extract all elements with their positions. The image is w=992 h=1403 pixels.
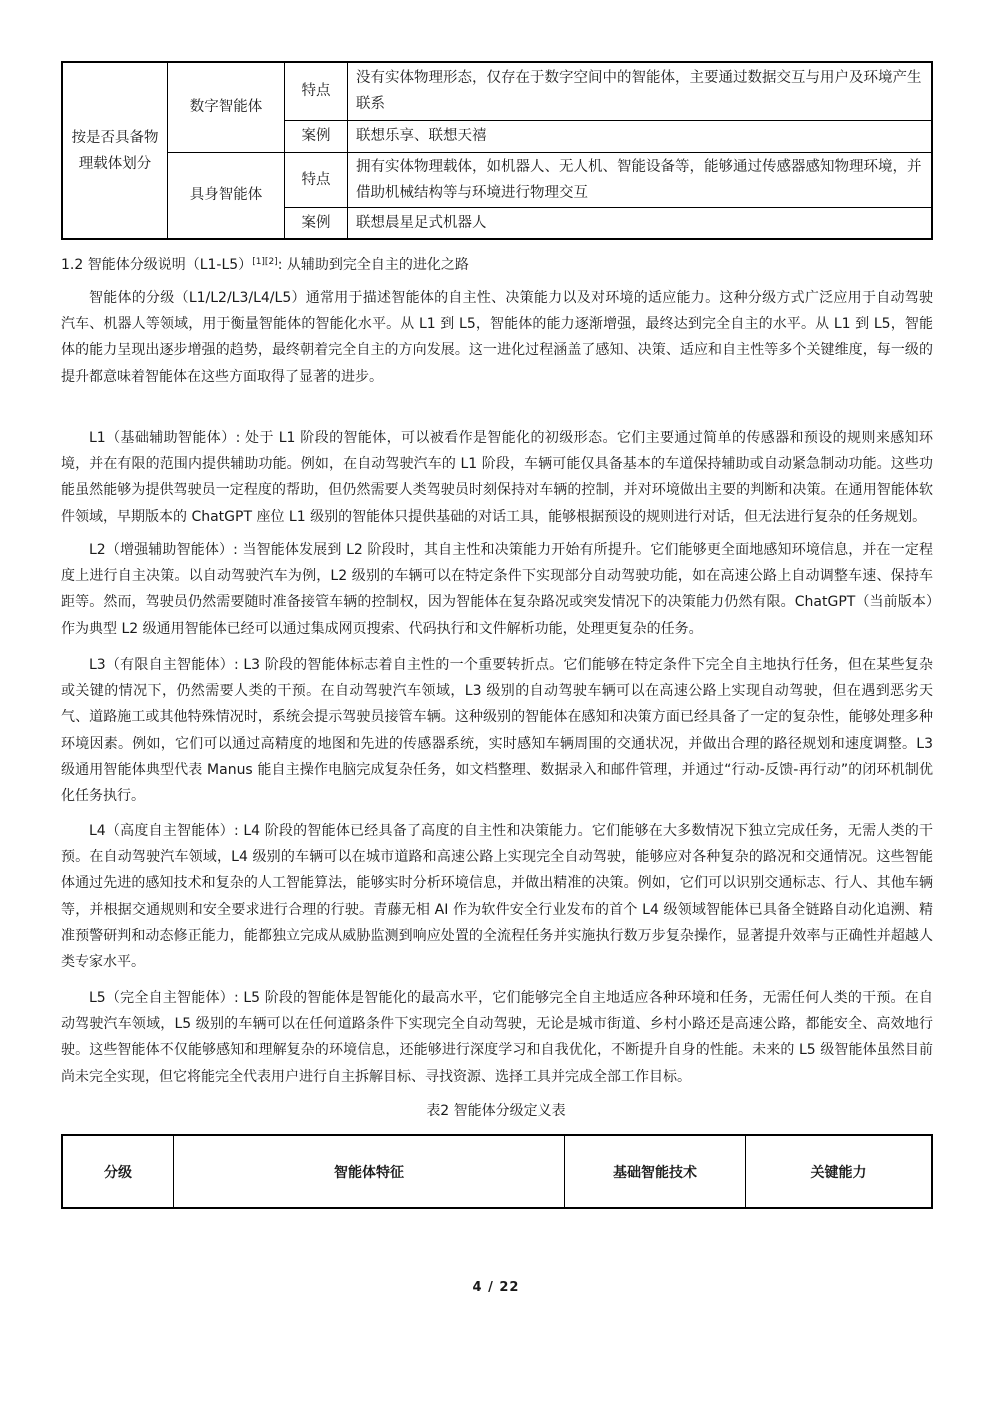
feature-value-cell: 没有实体物理形态，仅存在于数字空间中的智能体，主要通过数据交互与用户及环境产生联系 [348, 62, 933, 120]
section-refs: [1][2] [252, 257, 278, 267]
agent-level-table [61, 1134, 933, 1209]
feature-value-cell: 拥有实体物理载体，如机器人、无人机、智能设备等，能够通过传感器感知物理环境，并借助机械结构等与环境进行物理交互 [348, 152, 933, 207]
l2-paragraph: L2（增强辅助智能体）: 当智能体发展到 L2 阶段时，其自主性和决策能力开始有所提升。它们能够更全面地感知环境信息，并在一定程度上进行自主决策。以自动驾驶汽车为例，L2 级别的车辆可以在特定条件下实现部分自动驾驶功能，如在高速公路上自动调整车速、保持车距等。然而，驾驶员仍然需要随时准备接管车辆的控制权，因为智能体在复杂路况或突发情况下的决策能力仍然有限。ChatGPT（当前版本）作为典型 L2 级通用智能体已经可以通过集成网页搜索、代码执行和文件解析功能，处理更复杂的任务。 [61, 542, 933, 637]
header-tech: 基础智能技术 [565, 1135, 746, 1208]
l3-paragraph: L3（有限自主智能体）: L3 阶段的智能体标志着自主性的一个重要转折点。它们能够在特定条件下完全自主地执行任务，但在某些复杂或关键的情况下，仍然需要人类的干预。在自动驾驶汽车领域，L3 级别的自动驾驶车辆可以在高速公路上实现自动驾驶，但在遇到恶劣天气、道路施工或其他特殊情况时，系统会提示驾驶员接管车辆。这种级别的智能体在感知和决策方面已经具备了一定的复杂性，能够处理多种环境因素。例如，它们可以通过高精度的地图和先进的传感器系统，实时感知车辆周围的交通状况，并做出合理的路径规划和速度调整。L3 级通用智能体典型代表 Manus 能自主操作电脑完成复杂任务，如文档整理、数据录入和邮件管理，并通过“行动-反馈-再行动”的闭环机制优化任务执行。 [61, 657, 933, 805]
agent-type-table [61, 61, 933, 240]
intro-paragraph: 智能体的分级（L1/L2/L3/L4/L5）通常用于描述智能体的自主性、决策能力以及对环境的适应能力。这种分级方式广泛应用于自动驾驶汽车、机器人等领域，用于衡量智能体的智能化水平。从 L1 到 L5，智能体的能力逐渐增强，最终达到完全自主的水平。从 L1 到 L5，智能体的能力呈现出逐步增强的趋势，最终朝着完全自主的方向发展。这一进化过程涵盖了感知、决策、适应和自主性等多个关键维度，每一级的提升都意味着智能体在这些方面取得了显著的进步。 [61, 290, 933, 385]
section-title-prefix: 1.2 智能体分级说明（L1-L5） [61, 257, 253, 273]
section-heading [61, 251, 469, 276]
table-caption: 表2 智能体分级定义表 [426, 1103, 566, 1119]
case-label-cell: 案例 [285, 207, 348, 239]
case-label-cell: 案例 [285, 120, 348, 152]
l4-paragraph: L4（高度自主智能体）: L4 阶段的智能体已经具备了高度的自主性和决策能力。它们能够在大多数情况下独立完成任务，无需人类的干预。在自动驾驶汽车领域，L4 级别的车辆可以在城市道路和高速公路上实现完全自动驾驶，能够应对各种复杂的路况和交通情况。这些智能体通过先进的感知技术和复杂的人工智能算法，能够实时分析环境信息，并做出精准的决策。例如，它们可以识别交通标志、行人、其他车辆等，并根据交通规则和安全要求进行合理的行驶。青藤无相 AI 作为软件安全行业发布的首个 L4 级领域智能体已具备全链路自动化追溯、精准预警研判和动态修正能力，能都独立完成从威胁监测到响应处置的全流程任务并实施执行数万步复杂操作，显著提升效率与正确性并超越人类专家水平。 [61, 823, 933, 971]
header-capability: 关键能力 [746, 1135, 933, 1208]
feature-label-cell: 特点 [285, 62, 348, 120]
header-features: 智能体特征 [174, 1135, 565, 1208]
feature-label-cell: 特点 [285, 152, 348, 207]
case-value-cell: 联想晨星足式机器人 [348, 207, 933, 239]
l5-paragraph: L5（完全自主智能体）: L5 阶段的智能体是智能化的最高水平，它们能够完全自主地适应各种环境和任务，无需任何人类的干预。在自动驾驶汽车领域，L5 级别的车辆可以在任何道路条件下实现完全自动驾驶，无论是城市街道、乡村小路还是高速公路，都能安全、高效地行驶。这些智能体不仅能够感知和理解复杂的环境信息，还能够进行深度学习和自我优化，不断提升自身的性能。未来的 L5 级智能体虽然目前尚未完全实现，但它将能完全代表用户进行自主拆解目标、寻找资源、选择工具并完成全部工作目标。 [61, 990, 933, 1085]
section-title-suffix: : 从辅助到完全自主的进化之路 [277, 257, 469, 273]
category-cell: 按是否具备物理载体划分 [62, 62, 168, 239]
l1-paragraph: L1（基础辅助智能体）: 处于 L1 阶段的智能体，可以被看作是智能化的初级形态。它们主要通过简单的传感器和预设的规则来感知环境，并在有限的范围内提供辅助功能。例如，在自动驾驶汽车的 L1 阶段，车辆可能仅具备基本的车道保持辅助或自动紧急制动功能。这些功能虽然能够为提供驾驶员一定程度的帮助，但仍然需要人类驾驶员时刻保持对车辆的控制，并对环境做出主要的判断和决策。在通用智能体软件领域，早期版本的 ChatGPT 座位 L1 级别的智能体只提供基础的对话工具，能够根据预设的规则进行对话，但无法进行复杂的任务规划。 [61, 430, 933, 525]
header-level: 分级 [62, 1135, 174, 1208]
case-value-cell: 联想乐享、联想天禧 [348, 120, 933, 152]
page-number: 4 / 22 [472, 1280, 520, 1295]
type-cell-digital: 数字智能体 [168, 62, 285, 152]
type-cell-embodied: 具身智能体 [168, 152, 285, 239]
